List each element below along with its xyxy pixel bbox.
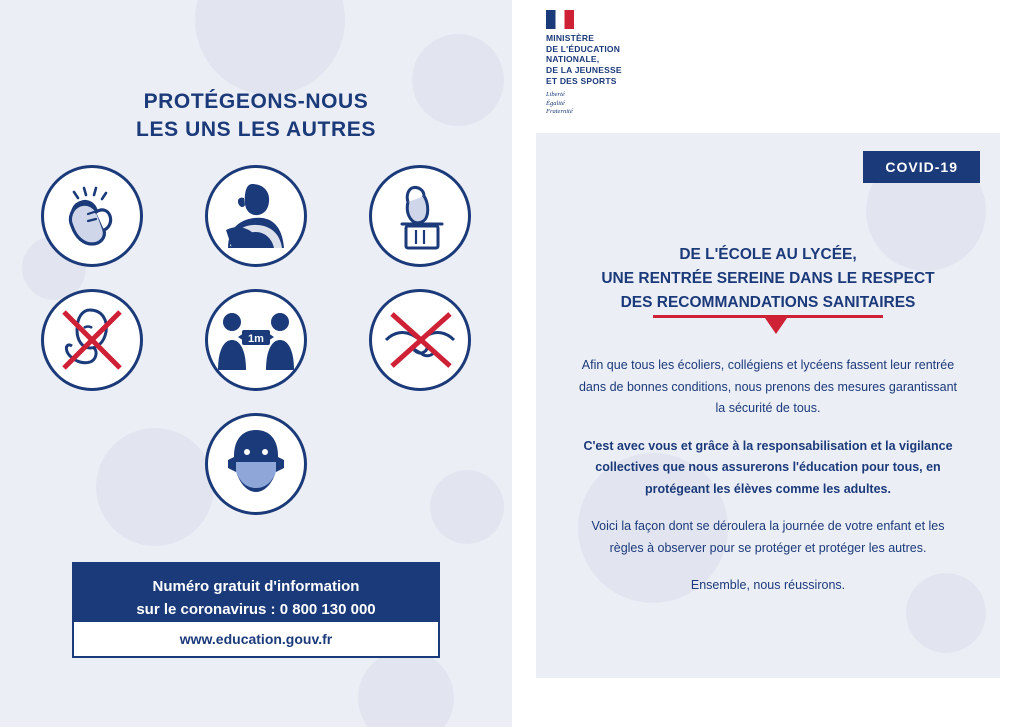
- headline-line-1: DE L'ÉCOLE AU LYCÉE,: [679, 246, 857, 263]
- motto-line-2: Égalité: [546, 99, 565, 107]
- headline-line-3: DES RECOMMANDATIONS SANITAIRES: [620, 294, 916, 312]
- paragraph-2: C'est avec vous et grâce à la responsabilisation et la vigilance collectives que nous assurerons l'éducation pour tous, en protégeant les élèves comme les adultes.: [583, 438, 953, 496]
- ministry-line-3: NATIONALE,: [546, 54, 600, 65]
- paragraph-3: Voici la façon dont se déroulera la journée de votre enfant et les règles à observer pour se protéger et protéger les autres.: [591, 519, 945, 555]
- icon-row-2: [0, 289, 512, 391]
- body-copy: [578, 355, 958, 613]
- wash-hands-icon: [41, 165, 143, 267]
- icon-row-1: [0, 165, 512, 267]
- no-handshake-icon: [369, 289, 471, 391]
- tissue-bin-icon: [369, 165, 471, 267]
- website-url[interactable]: www.education.gouv.fr: [179, 631, 333, 647]
- ministry-line-1: MINISTÈRE: [546, 33, 595, 43]
- left-title-line-2: LES UNS LES AUTRES: [136, 118, 376, 142]
- distance-1m-icon: [205, 289, 307, 391]
- cough-elbow-icon: [205, 165, 307, 267]
- ministry-line-4: DE LA JEUNESSE: [546, 64, 622, 75]
- info-line-2: sur le coronavirus : 0 800 130 000: [136, 600, 376, 618]
- no-face-touch-icon: [41, 289, 143, 391]
- left-panel-title: [0, 88, 512, 145]
- right-content-panel: [536, 133, 1000, 678]
- icon-row-3: [0, 413, 512, 515]
- left-title-line-1: PROTÉGEONS-NOUS: [143, 90, 369, 113]
- motto-line-3: Fraternité: [546, 108, 573, 115]
- virus-decoration-icon: [358, 650, 454, 727]
- headline-underline-pointer: [653, 315, 883, 318]
- paragraph-1: Afin que tous les écoliers, collégiens et lycéens fassent leur rentrée dans de bonnes conditions, nous prenons des mesures garantissant la sécurité de tous.: [578, 358, 958, 415]
- ministry-logo: [546, 10, 666, 116]
- wear-mask-icon: [205, 413, 307, 515]
- ministry-name: [546, 33, 666, 86]
- ministry-line-5: ET DES SPORTS: [546, 75, 617, 86]
- ministry-line-2: DE L'ÉDUCATION: [546, 43, 621, 54]
- republic-motto: [546, 91, 666, 116]
- headline: [536, 243, 1000, 315]
- headline-line-2: UNE RENTRÉE SEREINE DANS LE RESPECT: [601, 270, 935, 288]
- covid-badge: COVID-19: [863, 151, 980, 183]
- paragraph-4: Ensemble, nous réussirons.: [690, 578, 846, 592]
- virus-decoration-icon: [195, 0, 345, 95]
- motto-line-1: Liberté: [546, 91, 565, 99]
- distance-label: 1m: [248, 333, 264, 345]
- info-line-1: Numéro gratuit d'information: [152, 578, 360, 595]
- french-flag-icon: [546, 10, 574, 29]
- prevention-icon-grid: [0, 165, 512, 537]
- website-box[interactable]: [72, 620, 440, 658]
